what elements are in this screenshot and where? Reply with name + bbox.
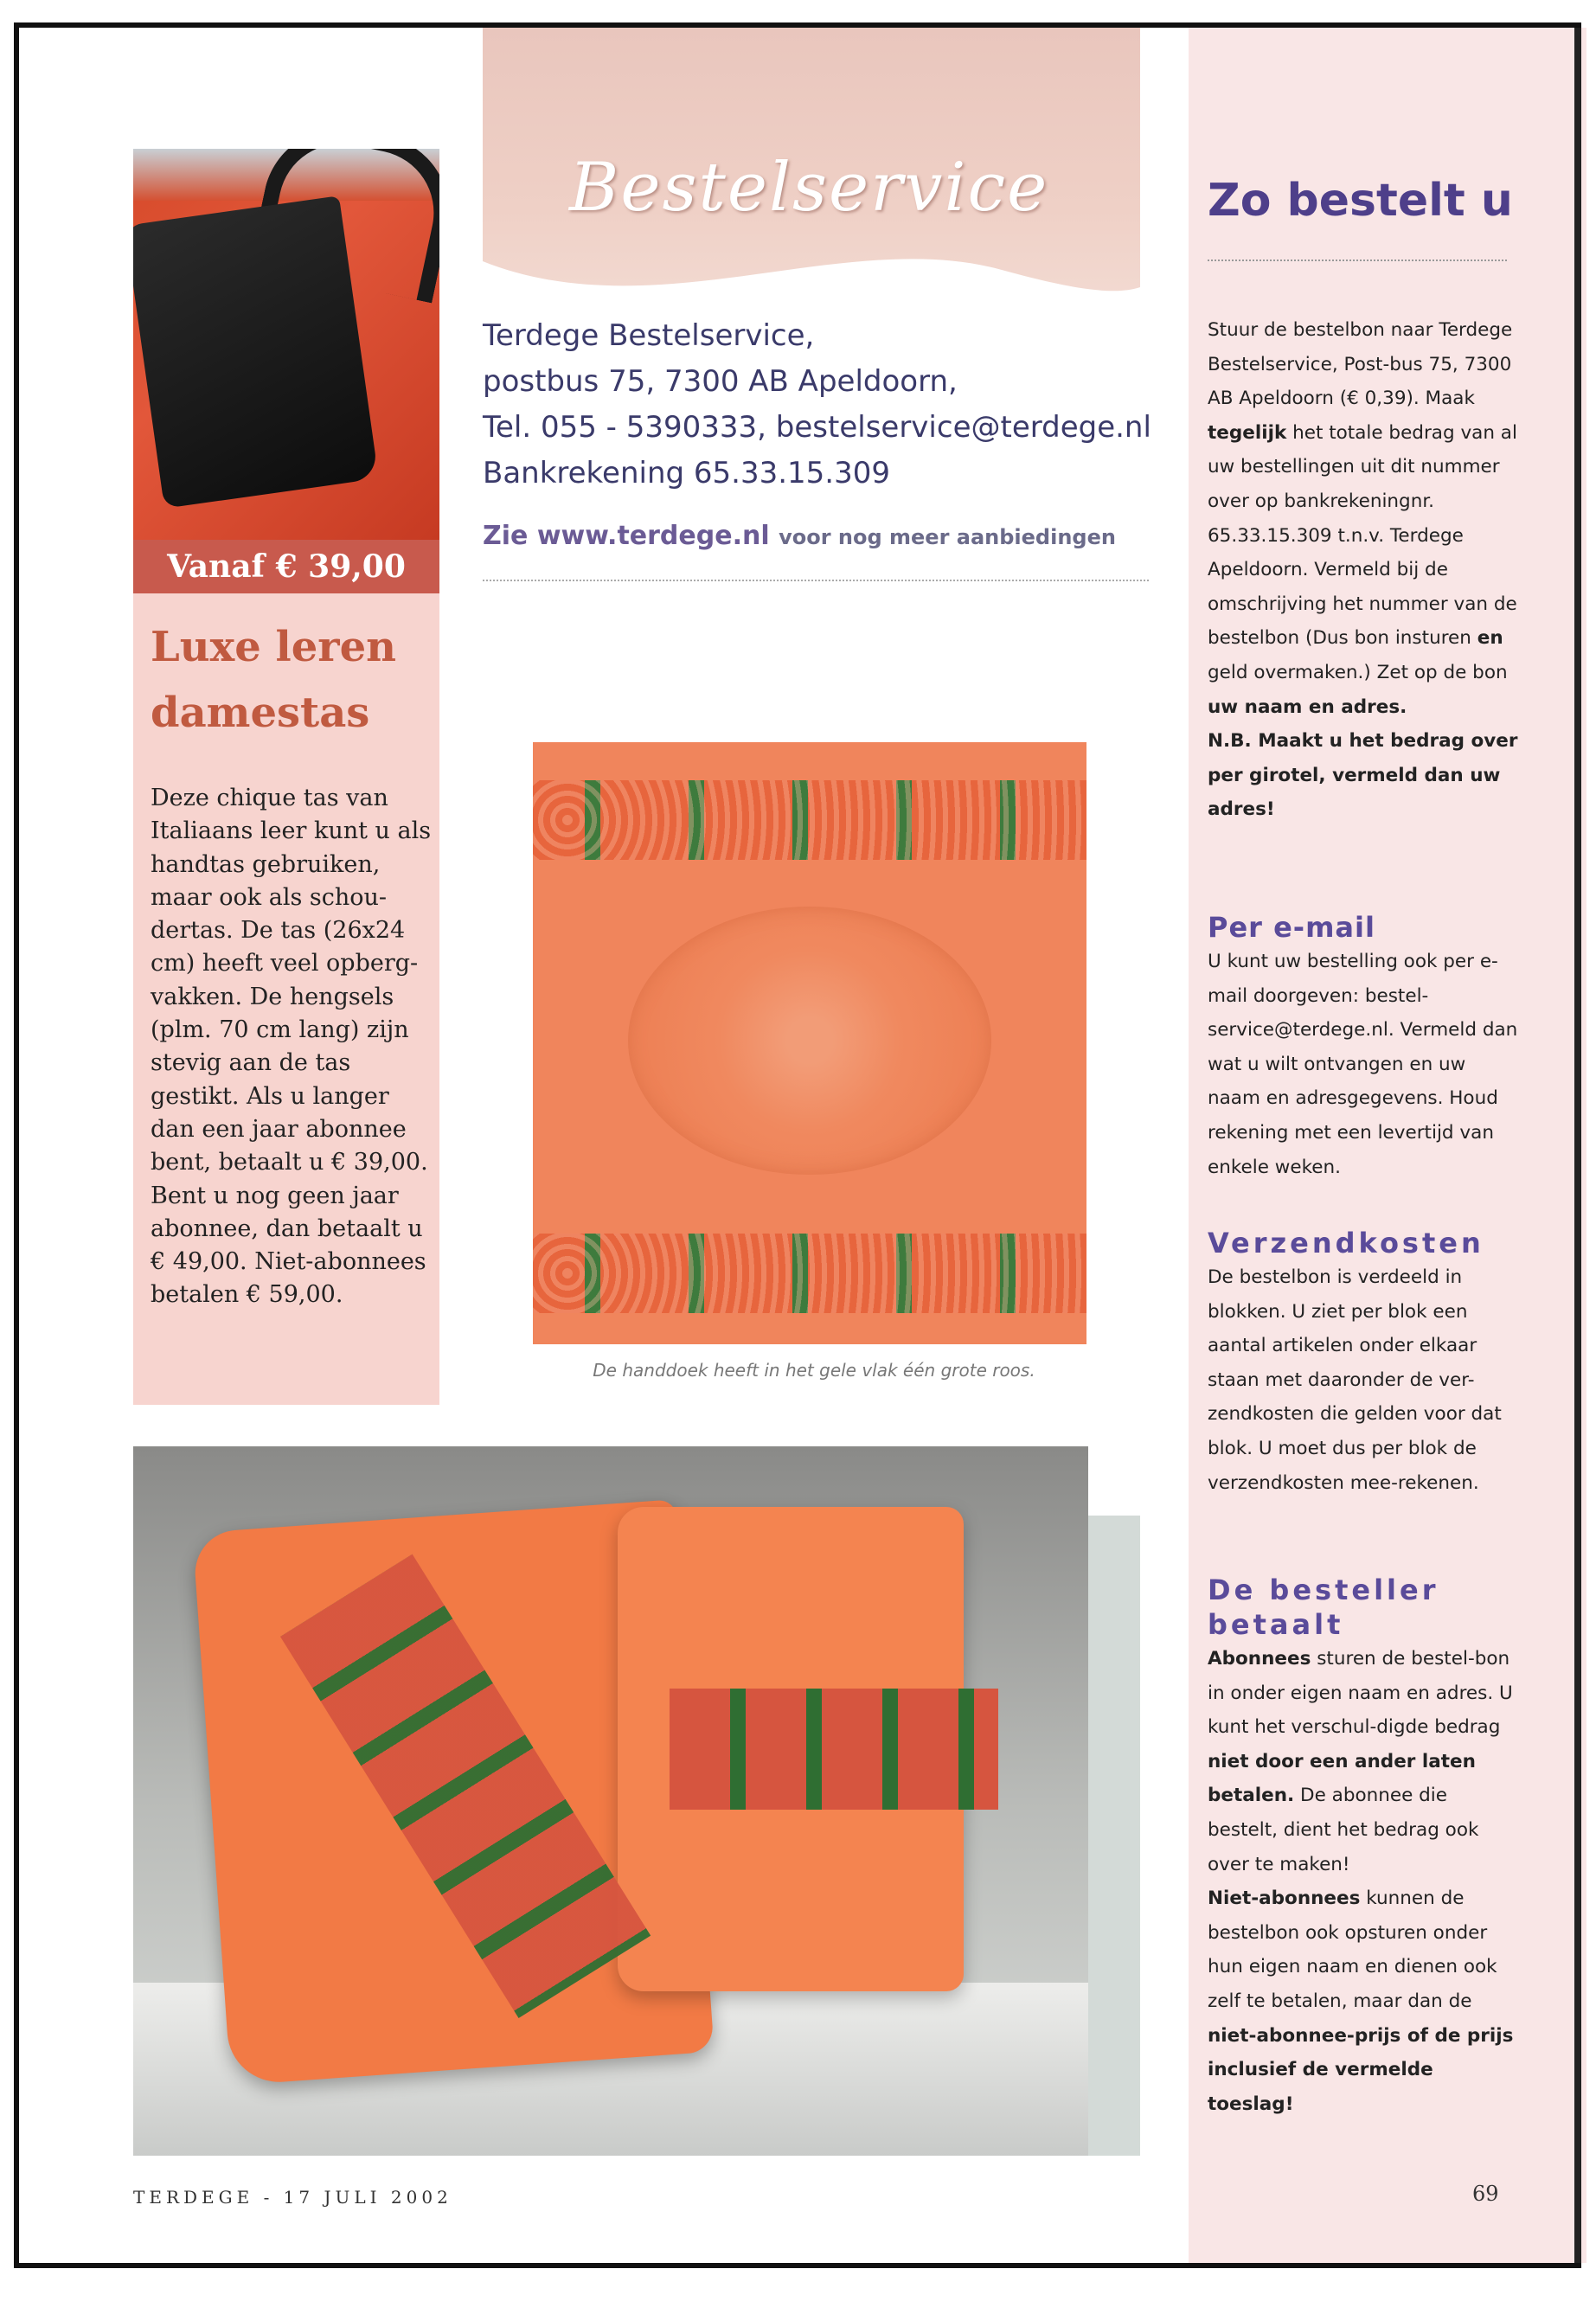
email-heading: Per e-mail	[1208, 911, 1375, 944]
towel-closeup-photo	[533, 742, 1086, 1344]
shipping-heading: Verzendkosten	[1208, 1227, 1484, 1259]
contact-line: postbus 75, 7300 AB Apeldoorn,	[483, 364, 958, 399]
contact-line: Terdege Bestelservice,	[483, 318, 815, 353]
bag-title: Luxe leren damestas	[151, 623, 397, 737]
payer-text: Abonnees sturen de bestel-bon in onder eigen naam en adres. U kunt het verschul-digde bedrag niet door een ander laten betalen. De abonnee die bestelt, dient het bedrag ook over te maken! Niet-abonnees kunnen de bestelbon ook opsturen onder hun eigen naam en dienen ook zelf te betalen, maar dan de niet-abonnee-prijs of de prijs inclusief de vermelde toeslag!	[1208, 1648, 1514, 2115]
rose-border-top	[533, 780, 1086, 860]
leather-bag	[133, 195, 379, 509]
price-label: Vanaf € 39,00	[133, 540, 439, 593]
bestelservice-script-title: Bestelservice	[569, 149, 1049, 227]
rose-band-horizontal	[670, 1689, 998, 1810]
contact-block	[483, 313, 1151, 497]
email-text: U kunt uw bestelling ook per e-mail doorgeven: bestel-service@terdege.nl. Vermeld dan wat u wilt ontvangen en uw naam en adresgegevens. Houd rekening met een levertijd van enkele weken.	[1208, 951, 1518, 1178]
bag-description: Deze chique tas van Italiaans leer kunt u als handtas gebruiken, maar ook als schou-dertas. De tas (26x24 cm) heeft veel opberg-vakken. De hengsels (plm. 70 cm lang) zijn stevig aan de tas gestikt. Als u langer dan een jaar abonnee bent, betaalt u € 39,00. Bent u nog geen jaar abonnee, dan betaalt u € 49,00. Niet-abonnees betalen € 59,00.	[151, 785, 432, 1309]
website-link[interactable]: Zie www.terdege.nl	[483, 521, 770, 551]
page-number: 69	[1472, 2182, 1499, 2206]
shipping-text: De bestelbon is verdeeld in blokken. U ziet per blok een aantal artikelen onder elkaar staan met daaronder de ver-zendkosten die gelden voor dat blok. U moet dus per blok de verzendkosten mee-rekenen.	[1208, 1266, 1502, 1494]
page-edge	[1574, 28, 1581, 2263]
footer-magazine: TERDEGE - 17 JULI 2002	[133, 2187, 452, 2208]
embossed-rose	[628, 907, 991, 1175]
bag-offer-box	[133, 593, 439, 1405]
payer-heading: De besteller betaalt	[1208, 1574, 1439, 1641]
bag-photo	[133, 149, 439, 540]
website-line	[483, 521, 1116, 551]
towel-caption: De handdoek heeft in het gele vlak één grote roos.	[593, 1360, 1035, 1381]
dotted-divider	[1208, 260, 1507, 261]
order-instructions: Stuur de bestelbon naar Terdege Bestelservice, Post-bus 75, 7300 AB Apeldoorn (€ 0,39). Maak tegelijk het totale bedrag van al uw bestellingen uit dit nummer over op bankrekeningnr. 65.33.15.309 t.n.v. Terdege Apeldoorn. Vermeld bij de omschrijving het nummer van de bestelbon (Dus bon insturen en geld overmaken.) Zet op de bon uw naam en adres. N.B. Maakt u het bedrag over per girotel, vermeld dan uw adres!	[1208, 319, 1518, 821]
dotted-divider	[483, 580, 1149, 581]
rose-border-bottom	[533, 1234, 1086, 1313]
website-suffix: voor nog meer aanbiedingen	[779, 525, 1116, 549]
contact-line: Tel. 055 - 5390333, bestelservice@terdege.nl	[483, 410, 1151, 445]
magazine-page	[14, 22, 1581, 2268]
contact-line: Bankrekening 65.33.15.309	[483, 456, 890, 490]
order-title: Zo bestelt u	[1208, 175, 1513, 227]
towels-photo	[133, 1446, 1088, 2156]
